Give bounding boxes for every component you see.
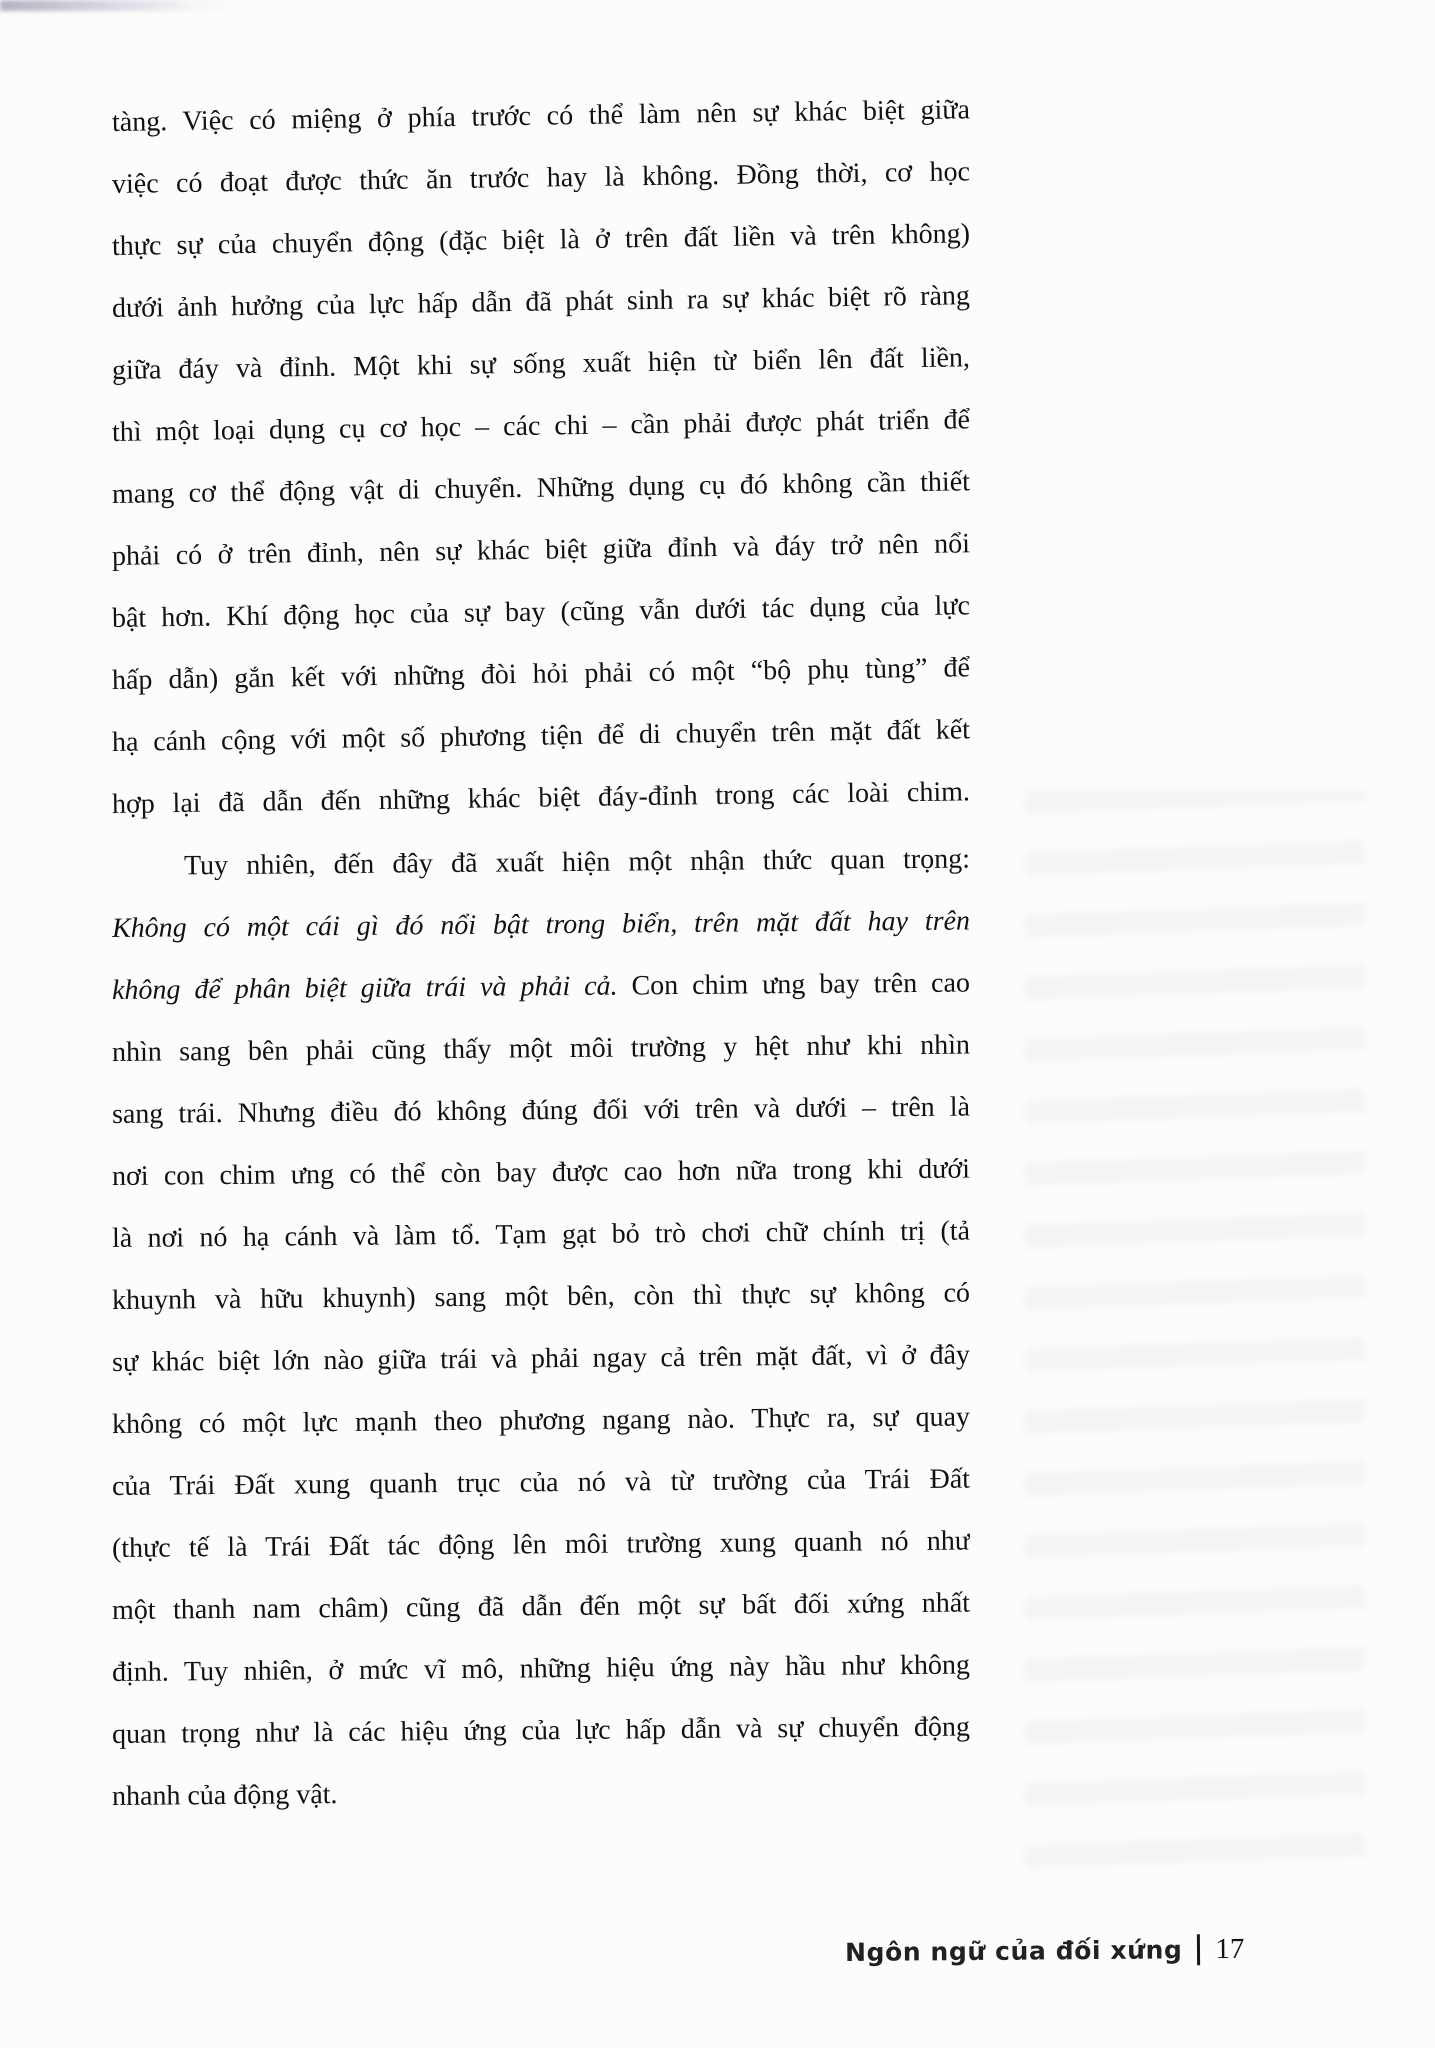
text-line (112, 1263, 971, 1332)
text-line (112, 1573, 971, 1642)
text-segment: hạ cánh cộng với một số phương tiện để di chuyển trên mặt đất kết (111, 714, 971, 758)
text-segment: nơi con chim ưng có thể còn bay được cao hơn nữa trong khi dưới (111, 1153, 971, 1192)
text-line (112, 1325, 971, 1394)
text-segment: hấp dẫn) gắn kết với những đòi hỏi phải có một “bộ phụ tùng” để (111, 652, 971, 696)
text-segment: tàng. Việc có miệng ở phía trước có thể làm nên sự khác biệt giữa (111, 94, 971, 138)
text-segment: (thực tế là Trái Đất tác động lên môi trường xung quanh nó như (111, 1525, 971, 1564)
text-segment: dưới ảnh hưởng của lực hấp dẫn đã phát sinh ra sự khác biệt rõ ràng (111, 280, 971, 324)
text-segment: Không có một cái gì đó nổi bật trong biển, trên mặt đất hay trên (111, 905, 971, 944)
text-segment: khuynh và hữu khuynh) sang một bên, còn thì thực sự không có (111, 1277, 971, 1316)
text-line (112, 891, 971, 960)
text-line (112, 1387, 971, 1456)
text-segment: thì một loại dụng cụ cơ học – các chi – cần phải được phát triển để (111, 404, 971, 448)
footer-separator-bar (1197, 1934, 1200, 1965)
text-segment: sang trái. Nhưng điều đó không đúng đối với trên và dưới – trên là (111, 1091, 971, 1130)
text-segment: không để phân biệt giữa trái và phải cả. (111, 970, 618, 1006)
text-segment: một thanh nam châm) cũng đã dẫn đến một sự bất đối xứng nhất (111, 1587, 971, 1626)
text-segment: không có một lực mạnh theo phương ngang nào. Thực ra, sự quay (111, 1401, 971, 1440)
text-segment: việc có đoạt được thức ăn trước hay là không. Đồng thời, cơ học (111, 156, 971, 200)
text-line (112, 1015, 971, 1084)
running-title: Ngôn ngữ của đối xứng (844, 1935, 1183, 1967)
paragraph (112, 836, 970, 1828)
text-segment: Con chim ưng bay trên cao (617, 967, 971, 1002)
text-segment: mang cơ thể động vật di chuyển. Những dụng cụ đó không cần thiết (111, 466, 971, 510)
text-line (112, 1077, 971, 1146)
text-segment: hợp lại đã dẫn đến những khác biệt đáy-đỉnh trong các loài chim. (111, 776, 971, 820)
text-segment: Tuy nhiên, đến đây đã xuất hiện một nhận thức quan trọng: (183, 843, 971, 882)
page-footer (845, 1933, 1245, 1969)
text-segment: của Trái Đất xung quanh trục của nó và từ trường của Trái Đất (111, 1463, 971, 1502)
text-segment: giữa đáy và đỉnh. Một khi sự sống xuất hiện từ biển lên đất liền, (111, 342, 971, 386)
text-segment: là nơi nó hạ cánh và làm tổ. Tạm gạt bỏ trò chơi chữ chính trị (tả (111, 1215, 971, 1254)
text-segment: phải có ở trên đỉnh, nên sự khác biệt giữa đỉnh và đáy trở nên nổi (111, 528, 971, 572)
text-line (112, 1759, 971, 1828)
page-bleed-through (1025, 790, 1365, 1870)
scan-artifact-top-left (0, 0, 240, 11)
paragraph (112, 92, 970, 836)
page-number: 17 (1215, 1932, 1245, 1966)
text-segment: thực sự của chuyển động (đặc biệt là ở trên đất liền và trên không) (111, 218, 971, 262)
text-segment: sự khác biệt lớn nào giữa trái và phải ngay cả trên mặt đất, vì ở đây (111, 1339, 971, 1378)
text-segment: nhanh của động vật. (111, 1779, 338, 1812)
text-segment: nhìn sang bên phải cũng thấy một môi trường y hệt như khi nhìn (111, 1029, 971, 1068)
text-segment: quan trọng như là các hiệu ứng của lực hấp dẫn và sự chuyển động (111, 1711, 971, 1750)
text-segment: bật hơn. Khí động học của sự bay (cũng vẫn dưới tác dụng của lực (111, 590, 971, 634)
text-segment: định. Tuy nhiên, ở mức vĩ mô, những hiệu ứng này hầu như không (111, 1649, 971, 1688)
text-line (112, 1139, 971, 1208)
text-line (112, 1511, 971, 1580)
text-line (112, 761, 971, 836)
text-line (112, 1201, 971, 1270)
page-text-block (112, 92, 970, 1828)
text-line (112, 1697, 971, 1766)
text-line (112, 1449, 971, 1518)
text-line (112, 829, 971, 898)
text-line (112, 1635, 971, 1704)
text-line (112, 953, 971, 1022)
